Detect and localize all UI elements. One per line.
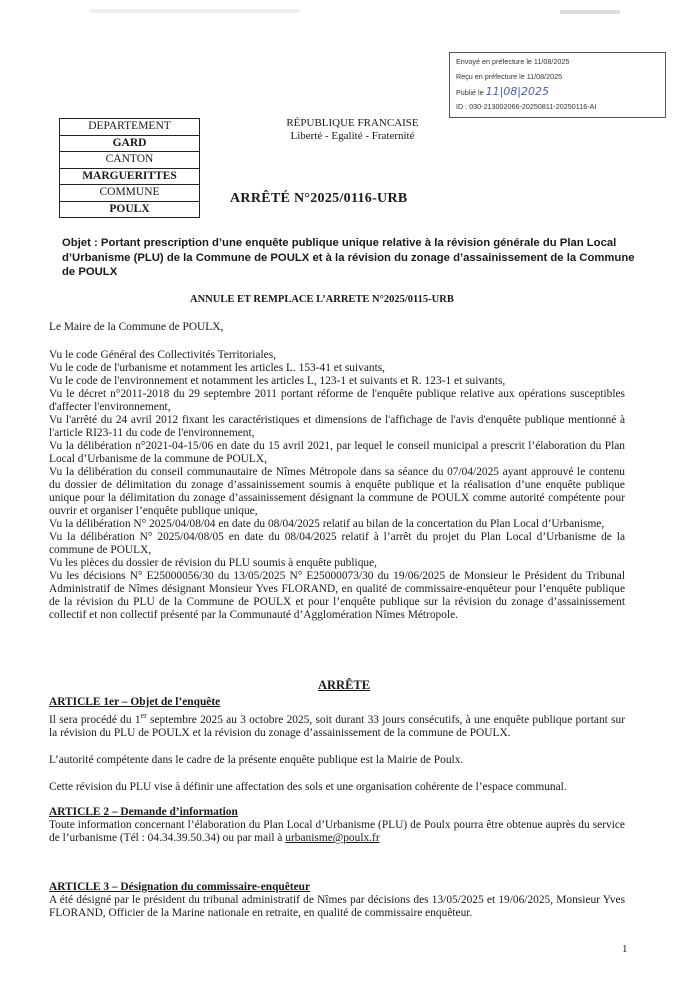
canton-label: CANTON xyxy=(60,152,200,169)
dept-value: GARD xyxy=(60,135,200,152)
article-1-text-a: Il sera procédé du 1 xyxy=(49,713,141,726)
stamp-sent: Envoyé en préfecture le 11/08/2025 xyxy=(456,57,570,66)
vu-item: Vu la délibération n°2021-04-15/06 en date du 15 avril 2021, par lequel le conseil municipal a prescrit l’élaboration du Plan Local d’Urbanisme de la commune de POULX, xyxy=(49,440,625,465)
page-number: 1 xyxy=(622,943,628,955)
dept-label: DEPARTEMENT xyxy=(60,119,200,136)
arrete-title: ARRÊTÉ N°2025/0116-URB xyxy=(230,191,408,206)
prefecture-stamp xyxy=(449,52,666,118)
annule-remplace: ANNULE ET REMPLACE L’ARRETE N°2025/0115-URB xyxy=(190,294,454,305)
republique-motto: Liberté - Egalité - Fraternité xyxy=(290,130,415,142)
arrete-heading: ARRÊTE xyxy=(318,678,371,692)
maire-line: Le Maire de la Commune de POULX, xyxy=(49,321,224,333)
article-2 xyxy=(49,806,625,845)
article-1-paragraph-3: Cette révision du PLU vise à définir une affectation des sols et une organisation cohérente de l’espace communal. xyxy=(49,780,567,793)
department-table xyxy=(59,118,200,218)
article-1-superscript: er xyxy=(140,711,147,720)
article-2-paragraph xyxy=(49,819,625,845)
article-1-title: ARTICLE 1er – Objet de l’enquête xyxy=(49,696,221,708)
article-2-text: Toute information concernant l’élaboration du Plan Local d’Urbanisme (PLU) de Poulx pourra être obtenue auprès du service de l’urbanisme (Tél : 04.34.39.50.34) ou par mail à xyxy=(49,819,625,844)
article-2-title: ARTICLE 2 – Demande d’information xyxy=(49,806,238,818)
republique-header xyxy=(260,117,445,143)
commune-label: COMMUNE xyxy=(60,185,200,202)
article-1 xyxy=(49,696,625,794)
stamp-published-label: Publié le xyxy=(456,88,484,97)
vu-item: Vu le code de l'environnement et notamment les articles L, 123-1 et suivants et R. 123-1 et suivants, xyxy=(49,375,506,387)
article-1-paragraph-2: L’autorité compétente dans le cadre de la présente enquête publique est la Mairie de Poulx. xyxy=(49,753,464,766)
vu-item: Vu la délibération N° 2025/04/08/05 en date du 08/04/2025 relatif à l’arrêt du projet du Plan Local d’Urbanisme de la commune de POULX, xyxy=(49,531,625,556)
stamp-published xyxy=(456,85,549,98)
article-3-paragraph: A été désigné par le président du tribunal administratif de Nîmes par décisions des 13/05/2025 et 19/06/2025, Monsieur Yves FLORAND, Officier de la Marine nationale en retraite, en qualité de commissaire enquêteur. xyxy=(49,894,625,919)
email-link[interactable]: urbanisme@poulx.fr xyxy=(285,832,380,844)
article-3-title: ARTICLE 3 – Désignation du commissaire-enquêteur xyxy=(49,881,311,893)
canton-value: MARGUERITTES xyxy=(60,168,200,185)
vu-item: Vu le décret n°2011-2018 du 29 septembre 2011 portant réforme de l'enquête publique relative aux opérations susceptibles d'affecter l'environnement, xyxy=(49,388,625,413)
vu-item: Vu les décisions N° E25000056/30 du 13/05/2025 N° E25000073/30 du 19/06/2025 de Monsieur le Président du Tribunal Administratif de Nîmes désignant Monsieur Yves FLORAND, en qualité de commissaire-enquêteur pour l’enquête publique de la révision du PLU de la Commune de POULX et pour l’enquête publique sur la révision du zonage d’assainissement collectif et non collectif présenté par la Communauté d’Agglomération Nîmes Métropole. xyxy=(49,570,625,621)
article-1-paragraph-1 xyxy=(49,709,625,740)
vu-item: Vu le code Général des Collectivités Territoriales, xyxy=(49,349,276,361)
vu-list xyxy=(49,349,625,622)
vu-item: Vu l'arrêté du 24 avril 2012 fixant les caractéristiques et dimensions de l'affichage de l'avis d'enquête publique mentionné à l'article RI23-11 du code de l'environnement, xyxy=(49,414,625,439)
stamp-published-date: 11|08|2025 xyxy=(485,85,549,98)
vu-item: Vu le code de l'urbanisme et notamment les articles L. 153-41 et suivants, xyxy=(49,362,386,374)
commune-value: POULX xyxy=(60,201,200,218)
vu-item: Vu les pièces du dossier de révision du PLU soumis à enquête publique, xyxy=(49,557,378,569)
stamp-received: Reçu en préfecture le 11/08/2025 xyxy=(456,72,563,81)
stamp-id: ID : 030-213002066-20250811-20250116-AI xyxy=(456,102,597,111)
objet-paragraph: Objet : Portant prescription d’une enquête publique unique relative à la révision générale du Plan Local d’Urbanisme (PLU) de la Commune de POULX et à la révision du zonage d’assainissement de la Commune de POULX xyxy=(62,237,635,278)
scan-artifact xyxy=(90,9,300,13)
article-1-text-b: septembre 2025 au 3 octobre 2025, soit durant 33 jours consécutifs, à une enquête publique portant sur la révision du PLU de POULX et la révision du zonage d’assainissement de la commune de POULX. xyxy=(49,713,626,739)
article-3 xyxy=(49,881,625,920)
republique-title: RÉPUBLIQUE FRANCAISE xyxy=(286,117,419,129)
vu-item: Vu la délibération du conseil communautaire de Nîmes Métropole dans sa séance du 07/04/2025 ayant approuvé le contenu du dossier de délimitation du zonage d’assainissement soumis à enquête publique et la réalisation d’une enquête publique unique pour la délimitation du zonage d’assainissement désignant la commune de POULX comme autorité compétente pour ouvrir et organiser l’enquête publique unique, xyxy=(49,466,625,517)
scan-artifact xyxy=(560,10,620,14)
vu-item: Vu la délibération N° 2025/04/08/04 en date du 08/04/2025 relatif au bilan de la concertation du Plan Local d’Urbanisme, xyxy=(49,518,605,530)
